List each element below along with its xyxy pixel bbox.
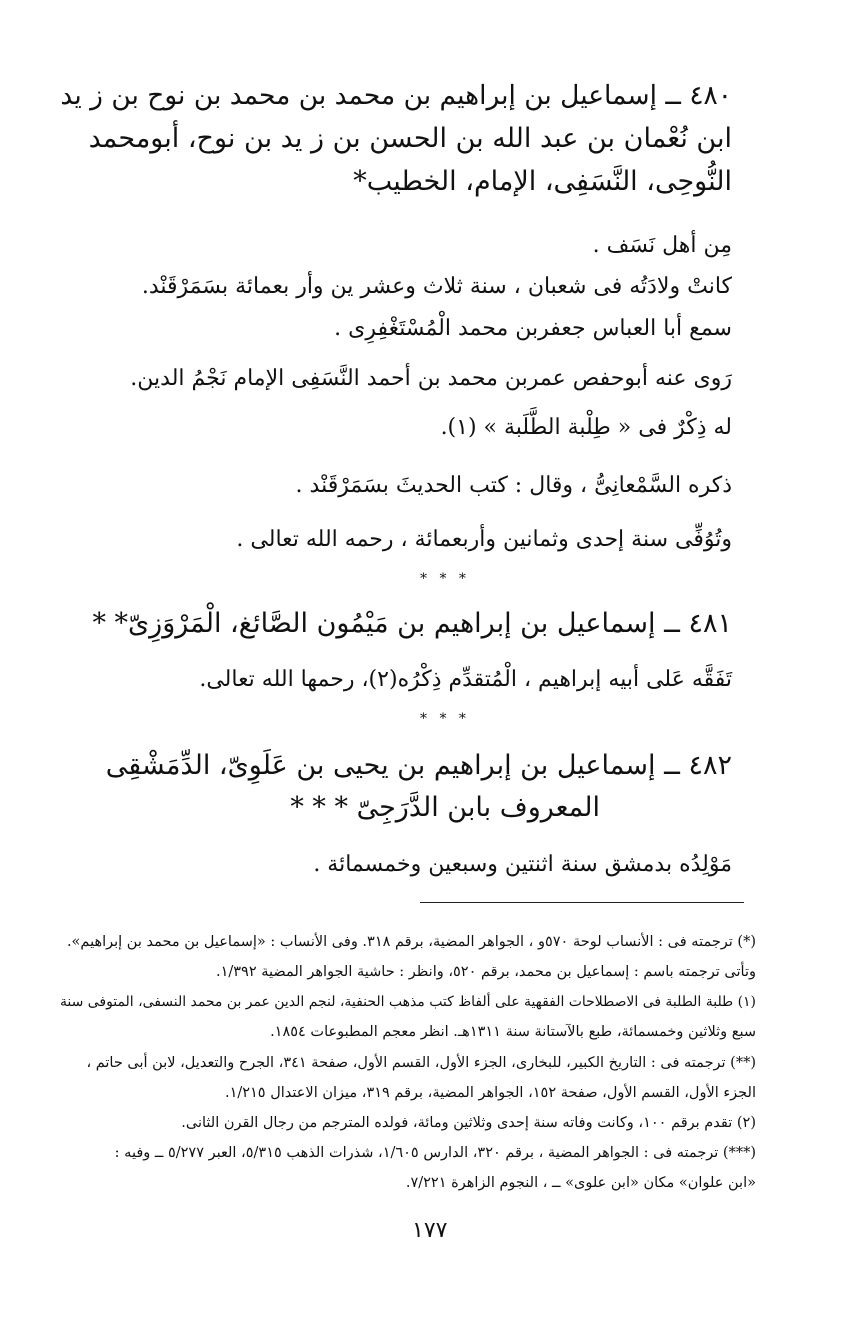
footnote-line: (*) ترجمته فى : الأنساب لوحة ٥٧٠و ، الجواهر المضية، برقم ٣١٨. وفى الأنساب : «إسماعيل بن محمد بن إبراهيم». [66,934,756,950]
section-separator: * * * [420,711,470,727]
footnote-line: (***) ترجمته فى : الجواهر المضية ، برقم ٣٢٠، الدارس ١/٦٠٥، شذرات الذهب ٥/٣١٥، العبر ٥/٢٧٧ ــ وفيه : [114,1145,756,1161]
entry-480-body-line: وتُوُفِّى سنة إحدى وثمانين وأربعمائة ، رحمه الله تعالى . [236,527,732,552]
entry-480-body-line: له ذِكْرٌ فى « طِلْبة الطَّلَبة » (١). [440,415,732,440]
entry-480-body-line: مِن أهل نَسَف . [592,233,732,258]
entry-480-body-line: رَوى عنه أبوحفص عمربن محمد بن أحمد النَّسَفِى الإمام نَجْمُ الدين. [130,366,732,391]
footnote-line: (١) طلبة الطلبة فى الاصطلاحات الفقهية على ألفاظ كتب مذهب الحنفية، لنجم الدين عمر بن محمد النسفى، المتوفى سنة [59,994,756,1010]
entry-482-heading-line-2: المعروف بابن الدَّرَجِىّ * * * [290,792,600,823]
footnote-line: وتأتى ترجمته باسم : إسماعيل بن محمد، برقم ٥٢٠، وانظر : حاشية الجواهر المضية ١/٣٩٢. [215,964,756,980]
section-separator: * * * [420,571,470,587]
footnote-line: (٢) تقدم برقم ١٠٠، وكانت وفاته سنة إحدى وثلاثين ومائة، فولده المترجم من رجال القرن الثانى. [181,1115,756,1131]
entry-480-heading-line-1: ٤٨٠ ــ إسماعيل بن إبراهيم بن محمد بن محمد بن نوح بن ز يد [60,80,732,111]
entry-481-body-line: تَفَقَّه عَلى أبيه إبراهيم ، الْمُتقدِّم ذِكْرُه(٢)، رحمها الله تعالى. [199,667,732,692]
entry-480-heading-line-2: ابن نُعْمان بن عبد الله بن الحسن بن ز يد بن نوح، أبومحمد [88,123,732,154]
entry-482-heading-line-1: ٤٨٢ ــ إسماعيل بن إبراهيم بن يحيى بن عَلَوِىّ، الدِّمَشْقِى [105,750,732,781]
footnote-line: الجزء الأول، القسم الأول، صفحة ١٥٢، الجواهر المضية، برقم ٣١٩، ميزان الاعتدال ١/٢١٥. [224,1085,756,1101]
footnote-line: «ابن علوان» مكان «ابن علوى» ــ ، النجوم الزاهرة ٧/٢٢١. [405,1175,756,1191]
entry-482-body-line: مَوْلِدُه بدمشق سنة اثنتين وسبعين وخمسمائة . [313,852,732,877]
entry-480-body-line: سمع أبا العباس جعفربن محمد الْمُسْتَغْفِرِى . [334,316,732,341]
footnote-line: سبع وثلاثين وخمسمائة، طبع بالآستانة سنة ١٣١١هـ. انظر معجم المطبوعات ١٨٥٤. [270,1024,756,1040]
footnote-divider [420,902,744,903]
page-number: ١٧٧ [412,1218,448,1243]
entry-480-body-line: ذكره السَّمْعانِىُّ ، وقال : كتب الحديثَ بسَمَرْقَنْد . [295,473,732,498]
entry-481-heading: ٤٨١ ــ إسماعيل بن إبراهيم بن مَيْمُون الصَّائغ، الْمَرْوَزِىّ* * [92,608,732,639]
entry-480-body-line: كانتْ ولادَتُه فى شعبان ، سنة ثلاث وعشر ين وأر بعمائة بسَمَرْقَنْد. [141,274,732,299]
footnote-line: (**) ترجمته فى : التاريخ الكبير، للبخارى، الجزء الأول، القسم الأول، صفحة ٣٤١، الجرح والتعديل، لابن أبى حاتم ، [86,1055,756,1071]
entry-480-heading-line-3: النُّوحِى، النَّسَفِى، الإمام، الخطيب* [353,166,732,197]
